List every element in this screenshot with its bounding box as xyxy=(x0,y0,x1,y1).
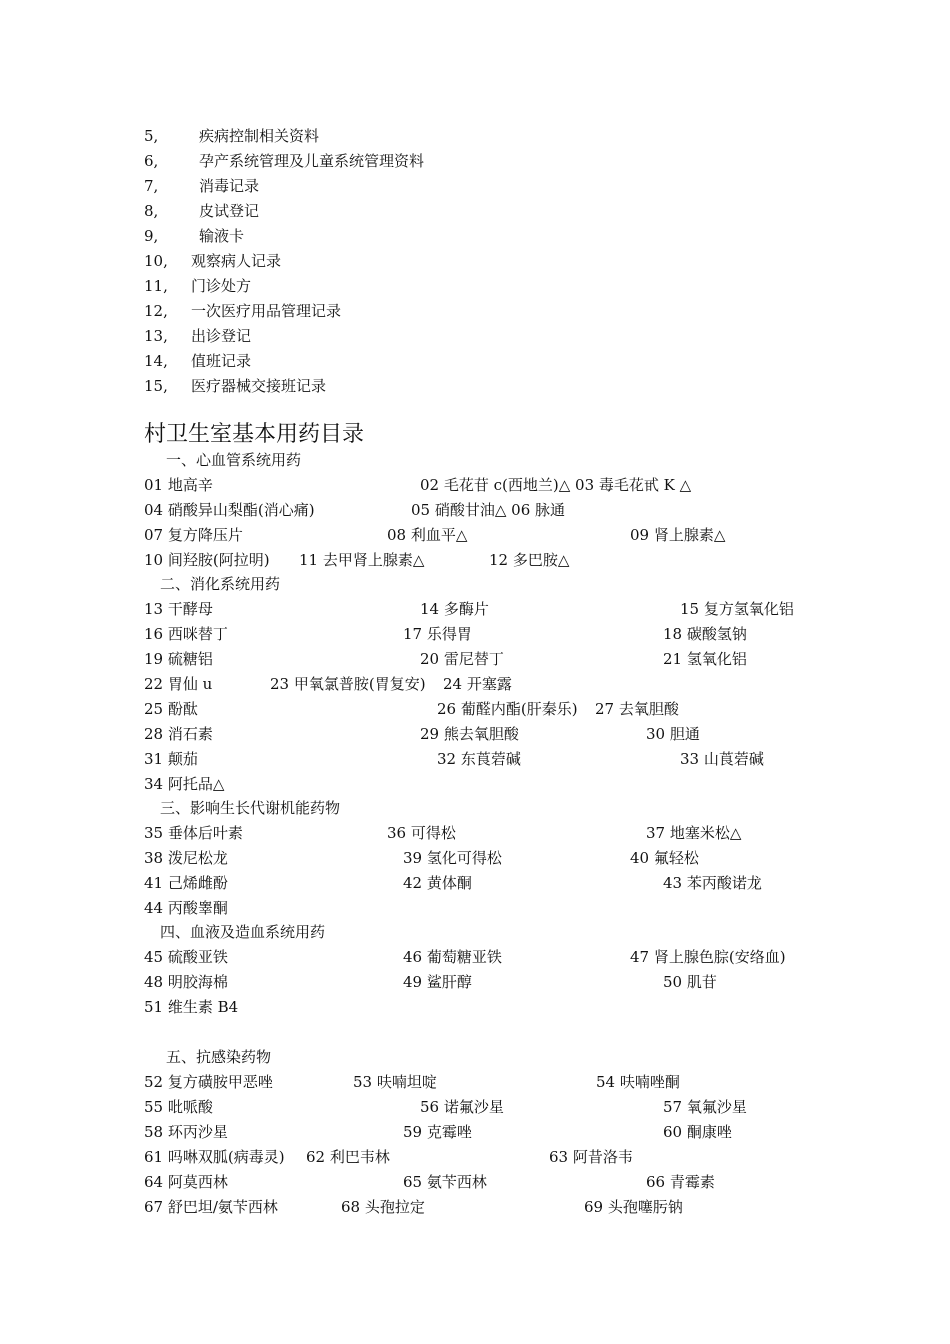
drug-item: 34 阿托品△ xyxy=(144,775,225,793)
drug-row xyxy=(0,498,950,522)
drug-item: 02 毛花苷 c(西地兰)△ 03 毒毛花甙 K △ xyxy=(420,476,692,494)
drug-item: 39 氢化可得松 xyxy=(403,849,502,867)
section-heading-text: 一、心血管系统用药 xyxy=(166,451,302,469)
drug-item: 43 苯丙酸诺龙 xyxy=(663,874,762,892)
drug-item: 58 环丙沙星 xyxy=(144,1123,228,1141)
drug-item: 11 去甲肾上腺素△ xyxy=(299,551,425,569)
drug-row xyxy=(0,970,950,994)
drug-item: 56 诺氟沙星 xyxy=(420,1098,504,1116)
drug-row xyxy=(0,1120,950,1144)
drug-item: 59 克霉唑 xyxy=(403,1123,472,1141)
drug-item: 13 干酵母 xyxy=(144,600,213,618)
drug-item: 38 泼尼松龙 xyxy=(144,849,228,867)
section-heading-text: 三、影响生长代谢机能药物 xyxy=(160,799,341,817)
drug-item: 48 明胶海棉 xyxy=(144,973,228,991)
drug-item: 66 青霉素 xyxy=(646,1173,715,1191)
drug-item: 32 东莨菪碱 xyxy=(437,750,521,768)
drug-item: 61 吗啉双胍(病毒灵) xyxy=(144,1148,285,1166)
drug-item: 35 垂体后叶素 xyxy=(144,824,243,842)
drug-row xyxy=(0,597,950,621)
drug-item: 15 复方氢氧化铝 xyxy=(680,600,794,618)
drug-item: 55 吡哌酸 xyxy=(144,1098,213,1116)
drug-item: 05 硝酸甘油△ 06 脉通 xyxy=(411,501,566,519)
catalog-title: 村卫生室基本用药目录 xyxy=(144,422,365,447)
drug-item: 17 乐得胃 xyxy=(403,625,472,643)
drug-item: 23 甲氧氯普胺(胃复安) xyxy=(270,675,426,693)
record-item xyxy=(0,374,950,398)
drug-item: 50 肌苷 xyxy=(663,973,717,991)
drug-item: 49 鲨肝醇 xyxy=(403,973,472,991)
record-number: 15, xyxy=(144,377,168,395)
drug-item: 14 多酶片 xyxy=(420,600,489,618)
drug-item: 29 熊去氧胆酸 xyxy=(420,725,519,743)
drug-row xyxy=(0,697,950,721)
record-item xyxy=(0,324,950,348)
record-number: 14, xyxy=(144,352,168,370)
record-text: 皮试登记 xyxy=(199,202,260,220)
drug-item: 63 阿昔洛韦 xyxy=(549,1148,633,1166)
section-heading xyxy=(0,796,950,820)
drug-row xyxy=(0,747,950,771)
record-number: 5, xyxy=(144,127,159,145)
drug-item: 44 丙酸睾酮 xyxy=(144,899,228,917)
drug-item: 68 头孢拉定 xyxy=(341,1198,425,1216)
drug-item: 12 多巴胺△ xyxy=(489,551,570,569)
drug-row xyxy=(0,821,950,845)
drug-row xyxy=(0,1170,950,1194)
drug-row xyxy=(0,473,950,497)
record-text: 一次医疗用品管理记录 xyxy=(191,302,342,320)
drug-row xyxy=(0,896,950,920)
section-heading-text: 五、抗感染药物 xyxy=(166,1048,272,1066)
drug-row xyxy=(0,523,950,547)
record-number: 9, xyxy=(144,227,159,245)
drug-item: 64 阿莫西林 xyxy=(144,1173,228,1191)
drug-item: 18 碳酸氢钠 xyxy=(663,625,747,643)
drug-item: 33 山莨菪碱 xyxy=(680,750,764,768)
drug-row xyxy=(0,1070,950,1094)
drug-item: 31 颠茄 xyxy=(144,750,198,768)
drug-item: 51 维生素 B4 xyxy=(144,998,239,1016)
record-text: 疾病控制相关资料 xyxy=(199,127,320,145)
drug-item: 53 呋喃坦啶 xyxy=(353,1073,437,1091)
record-number: 10, xyxy=(144,252,168,270)
drug-row xyxy=(0,1095,950,1119)
record-item xyxy=(0,274,950,298)
drug-item: 10 间羟胺(阿拉明) xyxy=(144,551,270,569)
drug-item: 46 葡萄糖亚铁 xyxy=(403,948,502,966)
record-text: 观察病人记录 xyxy=(191,252,282,270)
drug-row xyxy=(0,772,950,796)
drug-item: 62 利巴韦林 xyxy=(306,1148,390,1166)
drug-item: 28 消石素 xyxy=(144,725,213,743)
record-number: 12, xyxy=(144,302,168,320)
section-heading xyxy=(0,1045,950,1069)
record-number: 7, xyxy=(144,177,159,195)
drug-item: 07 复方降压片 xyxy=(144,526,243,544)
drug-item: 42 黄体酮 xyxy=(403,874,472,892)
drug-item: 26 葡醛内酯(肝秦乐) xyxy=(437,700,578,718)
record-text: 消毒记录 xyxy=(199,177,260,195)
drug-item: 37 地塞米松△ xyxy=(646,824,742,842)
drug-item: 20 雷尼替丁 xyxy=(420,650,504,668)
record-item xyxy=(0,174,950,198)
record-item xyxy=(0,249,950,273)
record-number: 8, xyxy=(144,202,159,220)
record-text: 门诊处方 xyxy=(191,277,252,295)
section-heading-text: 二、消化系统用药 xyxy=(160,575,281,593)
drug-row xyxy=(0,622,950,646)
drug-item: 27 去氧胆酸 xyxy=(595,700,679,718)
drug-item: 36 可得松 xyxy=(387,824,456,842)
drug-item: 52 复方磺胺甲恶唑 xyxy=(144,1073,273,1091)
record-item xyxy=(0,299,950,323)
section-heading xyxy=(0,920,950,944)
drug-item: 24 开塞露 xyxy=(443,675,512,693)
drug-row xyxy=(0,647,950,671)
drug-row xyxy=(0,672,950,696)
drug-row xyxy=(0,995,950,1019)
record-text: 孕产系统管理及儿童系统管理资料 xyxy=(199,152,425,170)
drug-item: 30 胆通 xyxy=(646,725,700,743)
record-item xyxy=(0,349,950,373)
drug-row xyxy=(0,871,950,895)
drug-item: 65 氨苄西林 xyxy=(403,1173,487,1191)
drug-item: 40 氟轻松 xyxy=(630,849,699,867)
drug-item: 16 西咪替丁 xyxy=(144,625,228,643)
drug-row xyxy=(0,722,950,746)
record-item xyxy=(0,224,950,248)
drug-row xyxy=(0,1145,950,1169)
drug-item: 41 己烯雌酚 xyxy=(144,874,228,892)
section-heading-text: 四、血液及造血系统用药 xyxy=(160,923,326,941)
section-heading xyxy=(0,572,950,596)
drug-item: 01 地高辛 xyxy=(144,476,213,494)
drug-item: 47 肾上腺色腙(安络血) xyxy=(630,948,786,966)
drug-item: 60 酮康唑 xyxy=(663,1123,732,1141)
drug-item: 08 利血平△ xyxy=(387,526,468,544)
drug-item: 04 硝酸异山梨酯(消心痛) xyxy=(144,501,315,519)
drug-item: 19 硫糖铝 xyxy=(144,650,213,668)
drug-item: 54 呋喃唑酮 xyxy=(596,1073,680,1091)
drug-item: 45 硫酸亚铁 xyxy=(144,948,228,966)
record-number: 13, xyxy=(144,327,168,345)
section-heading xyxy=(0,448,950,472)
record-item xyxy=(0,199,950,223)
record-text: 值班记录 xyxy=(191,352,252,370)
drug-row xyxy=(0,846,950,870)
drug-item: 21 氢氧化铝 xyxy=(663,650,747,668)
drug-item: 25 酚酞 xyxy=(144,700,198,718)
drug-item: 69 头孢噻肟钠 xyxy=(584,1198,683,1216)
drug-row xyxy=(0,548,950,572)
drug-item: 09 肾上腺素△ xyxy=(630,526,726,544)
record-item xyxy=(0,149,950,173)
record-text: 医疗器械交接班记录 xyxy=(191,377,327,395)
drug-row xyxy=(0,945,950,969)
drug-item: 67 舒巴坦/氨苄西林 xyxy=(144,1198,278,1216)
record-text: 出诊登记 xyxy=(191,327,252,345)
record-number: 11, xyxy=(144,277,168,295)
drug-item: 57 氧氟沙星 xyxy=(663,1098,747,1116)
drug-item: 22 胃仙 u xyxy=(144,675,213,693)
record-item xyxy=(0,124,950,148)
record-text: 输液卡 xyxy=(199,227,245,245)
drug-row xyxy=(0,1195,950,1219)
record-number: 6, xyxy=(144,152,159,170)
